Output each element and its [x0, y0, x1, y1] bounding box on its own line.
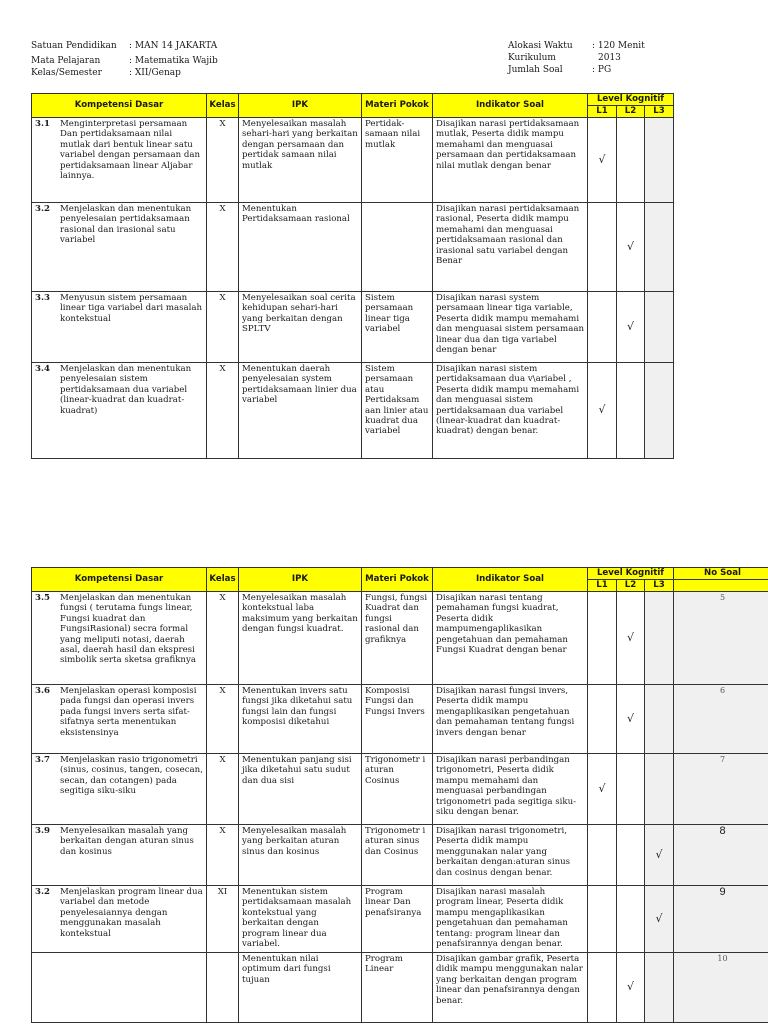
info-row — [508, 52, 645, 64]
level-l2-cell — [617, 118, 645, 203]
kd-content — [35, 826, 203, 857]
kd-text: Menjelaskan dan menentukan penyelesaian sistem pertidaksamaan dua variabel (linear-kuadrat dan kuadrat- kuadrat) — [60, 364, 192, 416]
check-mark-icon: √ — [626, 239, 634, 253]
no-soal-cell — [674, 685, 768, 754]
check-mark-icon: √ — [626, 980, 634, 994]
info-value: : XII/Genap — [129, 68, 181, 78]
check-mark-icon: √ — [626, 319, 634, 333]
indikator-cell: Disajikan narasi system persamaan linear tiga variable, Peserta didik mampu memahami dan menguasai sistem persamaan linear dua dan tiga variabel dengan benar — [433, 292, 588, 363]
kelas-cell: X — [207, 118, 239, 203]
school-info — [31, 40, 218, 79]
table-row — [32, 592, 768, 685]
level-l3-cell — [645, 292, 674, 363]
kelas-cell: X — [207, 363, 239, 459]
table-row — [32, 754, 768, 825]
kd-text: Menjelaskan rasio trigonometri (sinus, cosinus, tangen, cosecan, secan, dan cotangen) pada segitiga siku-siku — [60, 755, 203, 797]
ipk-cell: Menentukan sistem pertidaksamaan masalah kontekstual yang berkaitan dengan program linear dua variabel. — [239, 886, 362, 953]
info-key: Satuan Pendidikan — [31, 41, 117, 51]
level-l3-cell — [645, 886, 674, 953]
kd-content — [35, 686, 203, 738]
table-row — [32, 292, 674, 363]
kd-number: 3.6 — [35, 686, 50, 696]
indikator-cell: Disajikan narasi masalah program linear, Peserta didik mampu mengaplikasikan pengetahuan dan pemahaman tentang: program linear dan penafsirannya dengan benar. — [433, 886, 588, 953]
kd-text: Menjelaskan operasi komposisi pada fungsi dan operasi invers pada fungsi invers serta sifat-sifatnya serta menentukan eksistensinya — [60, 686, 197, 738]
kd-number: 3.2 — [35, 204, 50, 214]
col-no-soal: No Soal — [674, 568, 768, 580]
table-row — [32, 886, 768, 953]
level-l2-cell — [617, 825, 645, 886]
no-soal-cell — [674, 592, 768, 685]
ipk-cell: Menentukan invers satu fungsi jika diketahui satu fungsi lain dan fungsi komposisi diketahui — [239, 685, 362, 754]
level-l3-cell — [645, 592, 674, 685]
kelas-cell: X — [207, 754, 239, 825]
no-soal-cell — [674, 825, 768, 886]
kd-content — [35, 119, 203, 181]
kd-content — [35, 755, 203, 797]
materi-cell: Sistem persamaan atau Pertidaksam aan linier atau kuadrat dua variabel — [362, 363, 433, 459]
level-l3-cell — [645, 685, 674, 754]
exam-info — [508, 40, 645, 76]
info-row — [31, 40, 218, 52]
kd-text: Menyelesaikan masalah yang berkaitan dengan aturan sinus dan kosinus — [60, 826, 194, 857]
level-l3-cell — [645, 754, 674, 825]
info-value: : MAN 14 JAKARTA — [129, 41, 218, 51]
kd-number: 3.5 — [35, 593, 50, 603]
level-l3-cell — [645, 825, 674, 886]
kd-text: Menginterpretasi persamaan Dan pertidaksamaan nilai mutlak dari bentuk linear satu variabel dengan persamaan dan pertidaksamaan linear Aljabar lainnya. — [60, 119, 201, 182]
kd-cell — [32, 363, 207, 459]
col-l2: L2 — [617, 106, 645, 118]
materi-cell: Program linear Dan penafsiranya — [362, 886, 433, 953]
info-value: : 120 Menit — [592, 41, 645, 51]
level-l1-cell — [588, 754, 617, 825]
level-l1-cell — [588, 825, 617, 886]
indikator-cell: Disajikan gambar grafik, Peserta didik mampu menggunakan nalar yang berkaitan dengan program linear dan penafsirannya dengan benar. — [433, 953, 588, 1023]
kelas-cell: XI — [207, 886, 239, 953]
level-l2-cell — [617, 754, 645, 825]
level-l3-cell — [645, 363, 674, 459]
kd-text: Menjelaskan dan menentukan fungsi ( terutama fungs linear, Fungsi kuadrat dan FungsiRasional) secra formal yang meliputi notasi, daerah asal, daerah hasil dan ekspresi simbolik serta sketsa grafiknya — [60, 593, 196, 666]
level-l2-cell — [617, 203, 645, 292]
level-l1-cell — [588, 886, 617, 953]
level-l2-cell — [617, 363, 645, 459]
col-l1: L1 — [588, 106, 617, 118]
materi-cell: Program Linear — [362, 953, 433, 1023]
level-l2-cell — [617, 592, 645, 685]
col-kelas: Kelas — [207, 568, 239, 592]
check-mark-icon: √ — [598, 781, 606, 795]
level-l1-cell — [588, 118, 617, 203]
check-mark-icon: √ — [598, 403, 606, 417]
kelas-cell: X — [207, 825, 239, 886]
check-mark-icon: √ — [626, 630, 634, 644]
table-row — [32, 685, 768, 754]
col-kompetensi: Kompetensi Dasar — [32, 94, 207, 118]
info-row — [508, 40, 645, 52]
kd-number: 3.9 — [35, 826, 50, 836]
kd-content — [35, 293, 203, 324]
no-soal-cell — [674, 754, 768, 825]
info-value: : PG — [592, 65, 612, 75]
level-l1-cell — [588, 363, 617, 459]
ipk-cell: Menyelesaikan soal cerita kehidupan sehari-hari yang berkaitan dengan SPLTV — [239, 292, 362, 363]
kd-cell — [32, 754, 207, 825]
level-l2-cell — [617, 685, 645, 754]
check-mark-icon: √ — [598, 152, 606, 166]
ipk-cell: Menentukan nilai optimum dari fungsi tujuan — [239, 953, 362, 1023]
level-l2-cell — [617, 953, 645, 1023]
info-row — [31, 67, 218, 79]
indikator-cell: Disajikan narasi pertidaksamaan mutlak, Peserta didik mampu memahami dan menguasai persamaan dan pertidaksamaan nilai mutlak dengan benar — [433, 118, 588, 203]
col-materi: Materi Pokok — [362, 94, 433, 118]
kd-number: 3.1 — [35, 119, 50, 129]
info-key: Mata Pelajaran — [31, 56, 101, 66]
no-soal-value: 7 — [719, 755, 726, 764]
kd-number: 3.4 — [35, 364, 50, 374]
kd-text: Menjelaskan program linear dua variabel dan metode penyelesaiannya dengan menggunakan masalah kontekstual — [60, 887, 203, 939]
info-key: Alokasi Waktu — [508, 41, 573, 51]
ipk-cell: Menyelesaikan masalah yang berkaitan aturan sinus dan kosinus — [239, 825, 362, 886]
table-row — [32, 953, 768, 1023]
col-kompetensi: Kompetensi Dasar — [32, 568, 207, 592]
kd-content — [35, 364, 203, 416]
kelas-cell: X — [207, 292, 239, 363]
ipk-cell: Menyelesaikan masalah sehari-hari yang berkaitan dengan persamaan dan pertidak samaan nilai mutlak — [239, 118, 362, 203]
kd-number: 3.2 — [35, 887, 50, 897]
check-mark-icon: √ — [626, 711, 634, 725]
col-indikator: Indikator Soal — [433, 568, 588, 592]
ipk-cell: Menyelesaikan masalah kontekstual laba maksimum yang berkaitan dengan fungsi kuadrat. — [239, 592, 362, 685]
kelas-cell — [207, 953, 239, 1023]
materi-cell: Sistem persamaan linear tiga variabel — [362, 292, 433, 363]
no-soal-value: 5 — [719, 593, 726, 602]
info-row — [31, 55, 218, 67]
kd-cell — [32, 953, 207, 1023]
table-row — [32, 363, 674, 459]
col-ipk: IPK — [239, 94, 362, 118]
kd-cell — [32, 592, 207, 685]
kd-cell — [32, 118, 207, 203]
ipk-cell: Menentukan Pertidaksamaan rasional — [239, 203, 362, 292]
info-value: 2013 — [598, 53, 621, 63]
col-level-kognitif: Level Kognitif — [588, 568, 674, 580]
grid-table-2 — [31, 567, 768, 1023]
kd-content — [35, 593, 203, 666]
kd-cell — [32, 886, 207, 953]
level-l1-cell — [588, 953, 617, 1023]
col-l1: L1 — [588, 580, 617, 592]
ipk-cell: Menentukan panjang sisi jika diketahui satu sudut dan dua sisi — [239, 754, 362, 825]
no-soal-value: 6 — [719, 686, 726, 695]
level-l3-cell — [645, 118, 674, 203]
col-level-kognitif: Level Kognitif — [588, 94, 674, 106]
level-l3-cell — [645, 203, 674, 292]
materi-cell: Trigonometr i aturan sinus dan Cosinus — [362, 825, 433, 886]
check-mark-icon: √ — [655, 847, 663, 861]
grid-table-1 — [31, 93, 674, 459]
no-soal-value: 9 — [719, 886, 726, 898]
materi-cell: Pertidak-samaan nilai mutlak — [362, 118, 433, 203]
kelas-cell: X — [207, 592, 239, 685]
ipk-cell: Menentukan daerah penyelesaian system pertidaksamaan linier dua variabel — [239, 363, 362, 459]
level-l1-cell — [588, 292, 617, 363]
col-indikator: Indikator Soal — [433, 94, 588, 118]
table-row — [32, 825, 768, 886]
info-value: : Matematika Wajib — [129, 56, 218, 66]
indikator-cell: Disajikan narasi perbandingan trigonometri, Peserta didik mampu memahami dan menguasai perbandingan trigonometri pada segitiga siku-siku dengan benar. — [433, 754, 588, 825]
kd-content — [35, 887, 203, 939]
materi-cell: Trigonometr i aturan Cosinus — [362, 754, 433, 825]
info-key: Jumlah Soal — [508, 65, 563, 75]
kd-number: 3.3 — [35, 293, 50, 303]
no-soal-cell — [674, 886, 768, 953]
col-l3: L3 — [645, 106, 674, 118]
col-kelas: Kelas — [207, 94, 239, 118]
kd-text: Menjelaskan dan menentukan penyelesaian pertidaksamaan rasional dan irasional satu variabel — [60, 204, 192, 246]
level-l2-cell — [617, 886, 645, 953]
col-ipk: IPK — [239, 568, 362, 592]
no-soal-cell — [674, 953, 768, 1023]
kd-content — [35, 204, 203, 246]
materi-cell: Komposisi Fungsi dan Fungsi Invers — [362, 685, 433, 754]
kd-cell — [32, 685, 207, 754]
indikator-cell: Disajikan narasi trigonometri, Peserta didik mampu menggunakan nalar yang berkaitan dengan:aturan sinus dan cosinus dengan benar. — [433, 825, 588, 886]
kd-cell — [32, 292, 207, 363]
info-row — [508, 64, 645, 76]
level-l1-cell — [588, 685, 617, 754]
info-key: Kurikulum — [508, 53, 556, 63]
kd-cell — [32, 203, 207, 292]
materi-cell: Fungsi, fungsi Kuadrat dan fungsi rasional dan grafiknya — [362, 592, 433, 685]
col-l3: L3 — [645, 580, 674, 592]
kd-cell — [32, 825, 207, 886]
table-row — [32, 203, 674, 292]
col-materi: Materi Pokok — [362, 568, 433, 592]
kd-text: Menyusun sistem persamaan linear tiga variabel dari masalah kontekstual — [60, 293, 203, 324]
info-key: Kelas/Semester — [31, 68, 102, 78]
level-l1-cell — [588, 592, 617, 685]
kelas-cell: X — [207, 203, 239, 292]
indikator-cell: Disajikan narasi fungsi invers, Peserta didik mampu mengaplikasikan pengetahuan dan pemahaman tentang fungsi invers dengan benar — [433, 685, 588, 754]
level-l1-cell — [588, 203, 617, 292]
col-no-soal-sub — [674, 580, 768, 592]
materi-cell — [362, 203, 433, 292]
kelas-cell: X — [207, 685, 239, 754]
indikator-cell: Disajikan narasi sistem pertidaksamaan dua v\ariabel , Peserta didik mampu memahami dan menguasai sistem pertidaksamaan dua variabel (linear-kuadrat dan kuadrat- kuadrat) dengan benar. — [433, 363, 588, 459]
level-l3-cell — [645, 953, 674, 1023]
check-mark-icon: √ — [655, 911, 663, 925]
indikator-cell: Disajikan narasi tentang pemahaman fungsi kuadrat, Peserta didik mampumengaplikasikan pengetahuan dan pemahaman Fungsi Kuadrat dengan benar — [433, 592, 588, 685]
col-l2: L2 — [617, 580, 645, 592]
no-soal-value: 10 — [717, 954, 728, 963]
table-row — [32, 118, 674, 203]
level-l2-cell — [617, 292, 645, 363]
no-soal-value: 8 — [719, 825, 726, 837]
indikator-cell: Disajikan narasi pertidaksamaan rasional, Peserta didik mampu memahami dan menguasai pertidaksamaan rasional dan irasional satu variabel dengan Benar — [433, 203, 588, 292]
kd-number: 3.7 — [35, 755, 50, 765]
